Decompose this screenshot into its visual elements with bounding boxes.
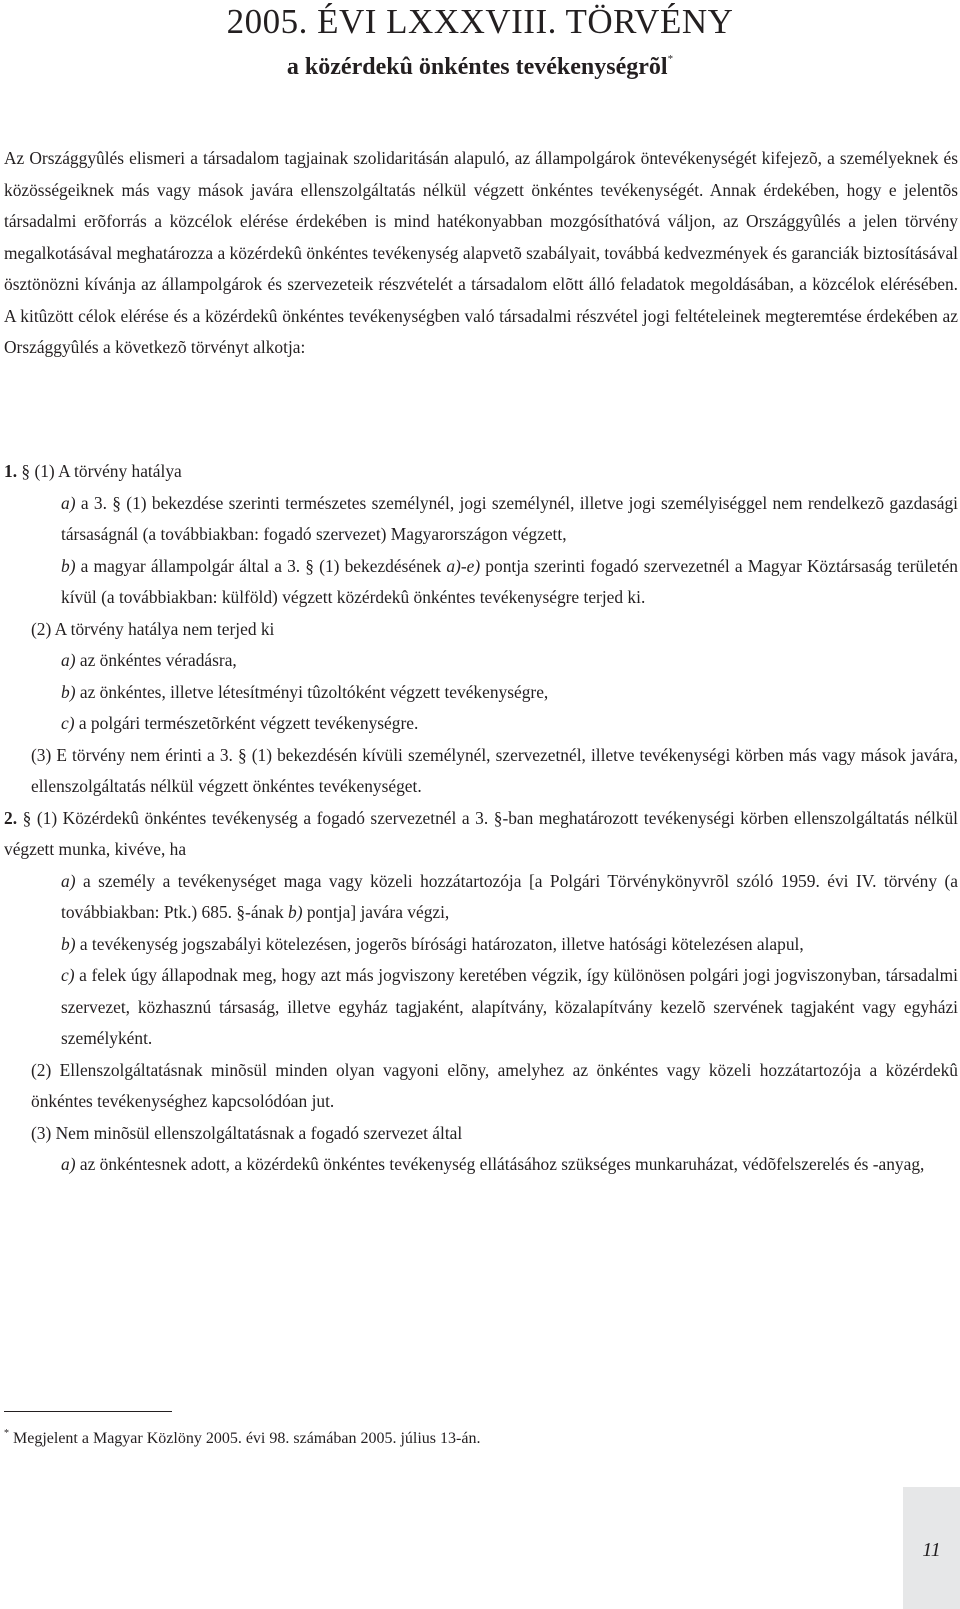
s1-point-b — [4, 551, 958, 614]
section-heading-text: § (1) Közérdekû önkéntes tevékenység a fogadó szervezetnél a 3. §-ban meghatározott tevékenységi körben ellenszolgáltatás nélkül végzett munka, kivéve, ha — [4, 807, 958, 859]
point-text: a tevékenység jogszabályi kötelezésen, jogerõs bírósági határozaton, illetve hatósági kötelezésen alapul, — [75, 933, 804, 954]
s1-point-a — [4, 488, 958, 551]
subtitle-text: a közérdekû önkéntes tevékenységrõl — [286, 54, 668, 80]
point-text: a 3. § (1) bekezdése szerinti természetes személynél, jogi személynél, illetve jogi személyiséggel nem rendelkezõ gazdasági társaságnál (a továbbiakban: fogadó szervezet) Magyarországon végzett, — [61, 492, 958, 544]
point-label: b) — [61, 933, 76, 954]
point-text: az önkéntes véradásra, — [75, 650, 237, 670]
law-subtitle — [0, 44, 960, 82]
footnote-divider — [4, 1411, 172, 1412]
point-reference: a)-e) — [446, 555, 481, 576]
s2-point-b — [4, 929, 958, 961]
law-body — [4, 456, 958, 1181]
s2-point-c — [4, 960, 958, 1055]
s2-p3-point-a — [4, 1149, 958, 1181]
point-text: pontja] javára végzi, — [302, 902, 450, 922]
s1-paragraph-2: (2) A törvény hatálya nem terjed ki — [31, 618, 275, 639]
s1-p2-point-c — [4, 708, 958, 740]
point-text: a felek úgy állapodnak meg, hogy azt más jogviszony keretében végzik, így különösen polgári jogi jogviszonyban, társadalmi szervezet, közhasznú társaság, illetve egyház tagjaként, alapítvány, közalapítvány kezelõ szervének tagjaként vagy egyházi személyként. — [61, 965, 958, 1048]
s2-paragraph-3: (3) Nem minõsül ellenszolgáltatásnak a fogadó szervezet által — [31, 1122, 463, 1143]
point-label: c) — [61, 713, 75, 733]
footnote — [4, 1423, 904, 1450]
s2-point-a — [4, 866, 958, 929]
point-text: pontja szerinti fogadó szervezetnél a Magyar Köztársaság területén kívül (a továbbiakban: külföld) végzett közérdekû önkéntes tevékenységre terjed ki. — [61, 555, 958, 607]
s1-p2-point-a — [4, 645, 958, 677]
point-label: a) — [61, 1154, 76, 1174]
point-label: b) — [61, 681, 76, 702]
point-label: b) — [61, 555, 76, 576]
point-label: c) — [61, 965, 75, 985]
point-text: az önkéntesnek adott, a közérdekû önkéntes tevékenység ellátásához szükséges munkaruházat, védõfelszerelés és -anyag, — [75, 1154, 925, 1174]
section-2-heading — [4, 803, 958, 866]
footnote-text: Megjelent a Magyar Közlöny 2005. évi 98. számában 2005. július 13-án. — [9, 1430, 481, 1447]
page-number: 11 — [922, 1539, 941, 1561]
point-text: a személy a tevékenységet maga vagy közeli hozzátartozója [a Polgári Törvénykönyvrõl szóló 1959. évi IV. törvény (a továbbiakban: Ptk.) 685. §-ának — [61, 870, 958, 922]
s1-paragraph-3: (3) E törvény nem érinti a 3. § (1) bekezdésén kívüli személynél, szervezetnél, illetve tevékenységi körben más vagy mások javára, ellenszolgáltatás nélkül végzett önkéntes tevékenységet. — [31, 744, 958, 796]
section-1-heading — [4, 456, 958, 488]
s1-p2-point-b — [4, 677, 958, 709]
point-text: a magyar állampolgár által a 3. § (1) bekezdésének — [75, 555, 447, 576]
point-text: az önkéntes, illetve létesítményi tûzoltóként végzett tevékenységre, — [75, 681, 549, 702]
section-number: 2. — [4, 807, 18, 828]
point-label: a) — [61, 492, 76, 513]
footnote-mark: * — [4, 1428, 9, 1439]
point-text: a polgári természetõrként végzett tevékenységre. — [74, 713, 419, 733]
preamble: Az Országgyûlés elismeri a társadalom tagjainak szolidaritásán alapuló, az állampolgárok öntevékenységét kifejezõ, a személyeknek és közösségeiknek más vagy mások javára ellenszolgáltatás nélkül végzett önkéntes tevékenységét. Annak érdekében, hogy e jelentõs társadalmi erõforrás a közcélok elérése érdekében is mind hatékonyabban mozgósíthatóvá váljon, az Országgyûlés a jelen törvény megalkotásával meghatározza a közérdekû önkéntes tevékenység alapvetõ szabályait, továbbá kedvezmények és garanciák biztosításával ösztönözni kívánja az állampolgárok és szervezeteik részvételét a társadalom elõtt álló feladatok megoldásában, a közcélok elérésében. A kitûzött célok elérése és a közérdekû önkéntes tevékenységben való társadalmi részvétel jogi feltételeinek megteremtése érdekében az Országgyûlés a következõ törvényt alkotja: — [4, 148, 958, 357]
s2-paragraph-2: (2) Ellenszolgáltatásnak minõsül minden olyan vagyoni elõny, amelyhez az önkéntes vagy közeli hozzátartozója a közérdekû önkéntes tevékenységhez kapcsolódóan jut. — [31, 1059, 958, 1111]
point-reference: b) — [288, 902, 303, 922]
point-label: a) — [61, 870, 76, 891]
section-number: 1. — [4, 461, 18, 481]
law-title: 2005. ÉVI LXXXVIII. TÖRVÉNY — [226, 2, 734, 41]
section-heading-text: § (1) A törvény hatálya — [17, 461, 182, 481]
point-label: a) — [61, 650, 76, 670]
footnote-marker: * — [667, 53, 674, 65]
